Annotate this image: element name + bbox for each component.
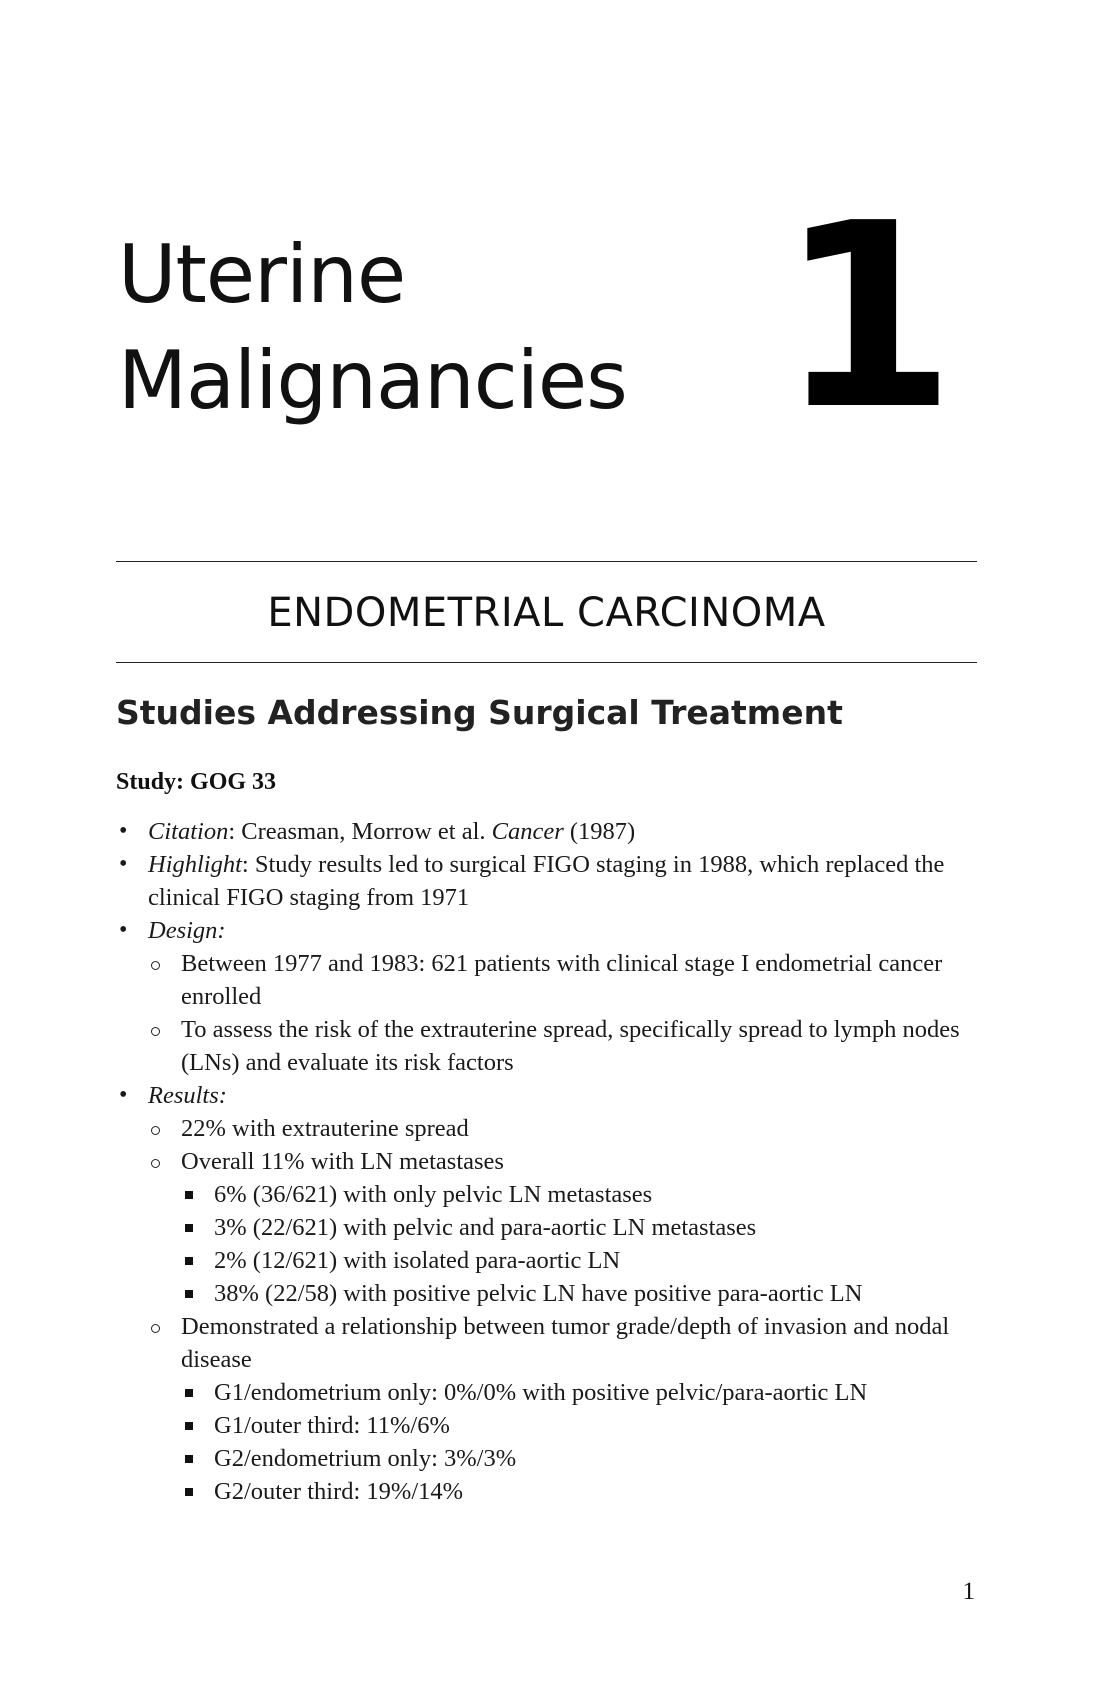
relationship-sublist <box>181 1376 977 1508</box>
citation-item: • Citation: Creasman, Morrow et al. Cancer (1987) <box>116 815 977 848</box>
chapter-title <box>118 222 627 434</box>
section-rule-top <box>116 561 977 562</box>
chapter-title-line1: Uterine <box>118 228 406 321</box>
study-bullets <box>116 815 977 1508</box>
design-item: • Design: Between 1977 and 1983: 621 patients with clinical stage I endometrial cancer enrolled To assess the risk of the extrauterine spread, specifically spread to lymph nodes (LNs) and evaluate its risk factors <box>116 914 977 1079</box>
citation-label: Citation <box>148 818 229 845</box>
relationship-text: Demonstrated a relationship between tumor grade/depth of invasion and nodal disease <box>181 1313 950 1373</box>
design-list <box>148 947 977 1079</box>
citation-year: (1987) <box>569 818 636 845</box>
list-item: G1/endometrium only: 0%/0% with positive pelvic/para-aortic LN <box>181 1376 977 1409</box>
results-item: • Results: 22% with extrauterine spread Overall 11% with LN metastases 6% (36/621) with only pelvic LN metastases 3% (22/621) with pelvic and para-aortic LN metastases 2% (12/621) with isolated para-aortic LN 38% (22/58) with positive pelvic LN have positive para-aortic LN Demonstrated a relationship between tumor grade/depth of invasion and nodal disease G1/endometrium only: 0%/0% with positive pelvic/para-aortic LN G1/outer third: 11%/6% G2/endometrium only: 3%/3% G2/outer third: 19%/14% <box>116 1079 977 1508</box>
ln-overall-item <box>148 1145 977 1310</box>
highlight-text: Study results led to surgical FIGO staging in 1988, which replaced the clinical FIGO staging from 1971 <box>148 851 945 911</box>
study-content <box>116 815 977 1508</box>
citation-journal: Cancer <box>491 818 564 845</box>
study-label: Study: GOG 33 <box>116 769 277 795</box>
list-item: 22% with extrauterine spread <box>148 1112 977 1145</box>
sub-heading: Studies Addressing Surgical Treatment <box>116 693 843 732</box>
ln-sublist <box>181 1178 977 1310</box>
citation-authors: Creasman, Morrow et al. <box>241 818 486 845</box>
highlight-item: • Highlight: Study results led to surgical FIGO staging in 1988, which replaced the clinical FIGO staging from 1971 <box>116 848 977 914</box>
list-item: 2% (12/621) with isolated para-aortic LN <box>181 1244 977 1277</box>
list-item: To assess the risk of the extrauterine spread, specifically spread to lymph nodes (LNs) and evaluate its risk factors <box>148 1013 977 1079</box>
design-label: Design <box>148 917 218 944</box>
list-item: 3% (22/621) with pelvic and para-aortic LN metastases <box>181 1211 977 1244</box>
list-item: 6% (36/621) with only pelvic LN metastases <box>181 1178 977 1211</box>
ln-overall-text: Overall 11% with LN metastases <box>181 1148 504 1175</box>
chapter-number: 1 <box>778 169 950 466</box>
section-heading: ENDOMETRIAL CARCINOMA <box>267 590 826 636</box>
section-rule-bottom <box>116 662 977 663</box>
list-item: G2/endometrium only: 3%/3% <box>181 1442 977 1475</box>
page-number: 1 <box>962 1578 975 1605</box>
list-item: G2/outer third: 19%/14% <box>181 1475 977 1508</box>
list-item: G1/outer third: 11%/6% <box>181 1409 977 1442</box>
list-item: 38% (22/58) with positive pelvic LN have positive para-aortic LN <box>181 1277 977 1310</box>
chapter-title-line2: Malignancies <box>118 334 627 427</box>
relationship-item <box>148 1310 977 1508</box>
list-item: Between 1977 and 1983: 621 patients with clinical stage I endometrial cancer enrolled <box>148 947 977 1013</box>
results-label: Results <box>148 1082 219 1109</box>
highlight-label: Highlight <box>148 851 242 878</box>
results-list <box>148 1112 977 1508</box>
